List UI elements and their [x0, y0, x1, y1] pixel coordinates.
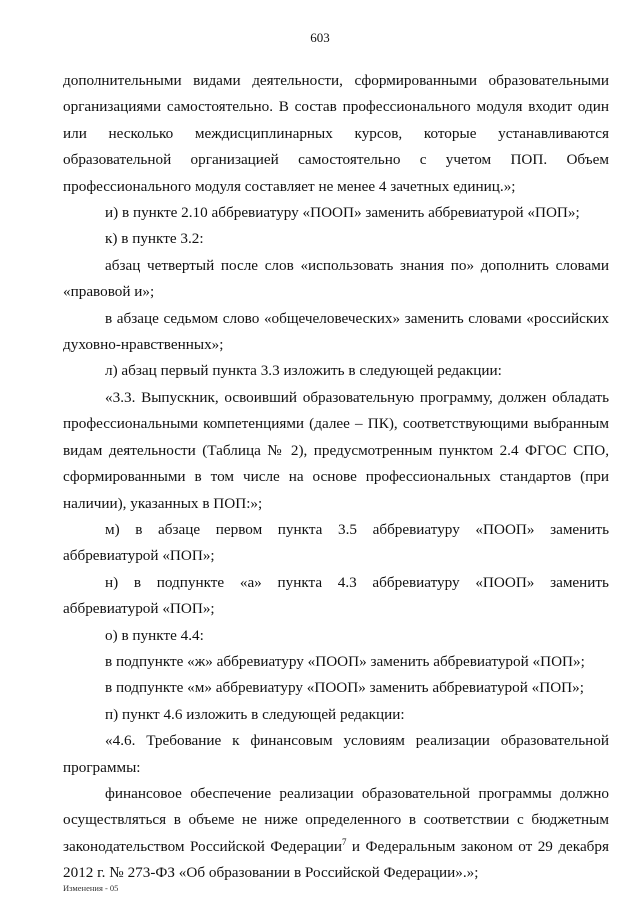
document-body	[63, 68, 609, 887]
paragraph-12: в подпункте «м» аббревиатуру «ПООП» заменить аббревиатурой «ПОП»;	[105, 679, 584, 697]
paragraph-15-text-a: финансовое обеспечение реализации образовательной программы должно осуществляться в объеме не ниже определенного в соответствии с бюджетным законодательством Российской Федерации	[63, 784, 609, 855]
paragraph-14: «4.6. Требование к финансовым условиям реализации образовательной программы:	[63, 732, 609, 776]
footnote-ref: 7	[341, 836, 347, 847]
paragraph-8: м) в абзаце первом пункта 3.5 аббревиатуру «ПООП» заменить аббревиатурой «ПОП»;	[63, 520, 609, 565]
paragraph-15	[63, 781, 609, 887]
paragraph-1: дополнительными видами деятельности, сформированными образовательными организациями самостоятельно. В состав профессионального модуля входит один или несколько междисциплинарных курсов, которые устанавливаются образовательной организацией самостоятельно с учетом ПОП. Объем профессионального модуля составляет не менее 4 зачетных единиц.»;	[63, 72, 609, 195]
page-number: 603	[310, 30, 330, 45]
paragraph-15-text-b: и Федеральным законом от 29 декабря 2012 г. № 273-ФЗ «Об образовании в Российской Федерации».»;	[63, 837, 609, 882]
paragraph-6: л) абзац первый пункта 3.3 изложить в следующей редакции:	[105, 362, 502, 380]
paragraph-13: п) пункт 4.6 изложить в следующей редакции:	[105, 705, 405, 723]
paragraph-3: к) в пункте 3.2:	[105, 230, 204, 248]
paragraph-10: о) в пункте 4.4:	[105, 626, 204, 644]
paragraph-5: в абзаце седьмом слово «общечеловеческих» заменить словами «российских духовно-нравственных»;	[63, 309, 609, 354]
paragraph-9: н) в подпункте «а» пункта 4.3 аббревиатуру «ПООП» заменить аббревиатурой «ПОП»;	[63, 573, 609, 618]
paragraph-11: в подпункте «ж» аббревиатуру «ПООП» заменить аббревиатурой «ПОП»;	[105, 652, 585, 670]
paragraph-4: абзац четвертый после слов «использовать знания по» дополнить словами «правовой и»;	[63, 256, 609, 301]
paragraph-7: «3.3. Выпускник, освоивший образовательную программу, должен обладать профессиональными компетенциями (далее – ПК), соответствующими выбранным видам деятельности (Таблица № 2), предусмотренным пунктом 2.4 ФГОС СПО, сформированными в том числе на основе профессиональных стандартов (при наличии), указанных в ПОП:»;	[63, 388, 609, 512]
footer-revision-mark: Изменения - 05	[63, 883, 119, 893]
paragraph-2: и) в пункте 2.10 аббревиатуру «ПООП» заменить аббревиатурой «ПОП»;	[105, 204, 580, 222]
